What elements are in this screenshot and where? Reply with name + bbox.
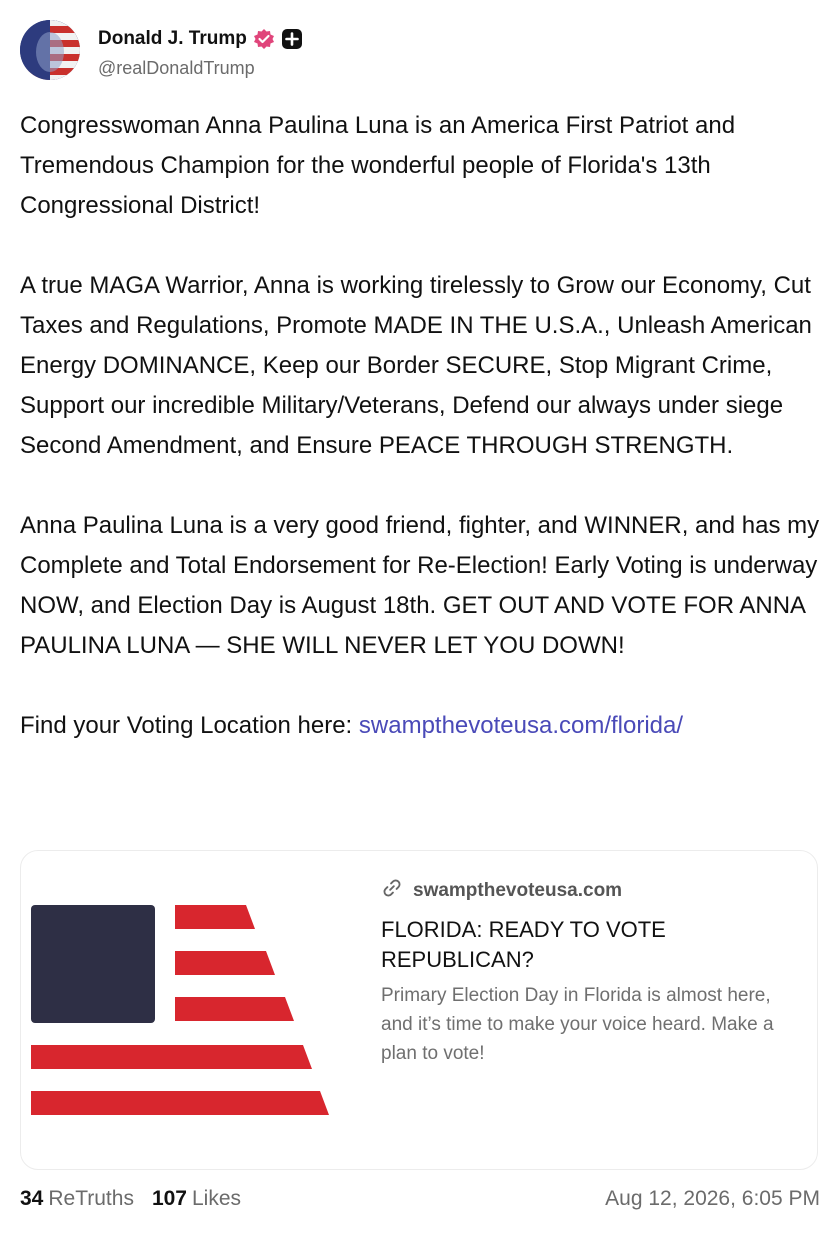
author-name[interactable]: Donald J. Trump <box>98 28 247 49</box>
link-prefix-text: Find your Voting Location here: <box>20 712 359 739</box>
plus-badge-icon <box>281 28 303 50</box>
retruths-count[interactable]: 34 <box>20 1187 44 1210</box>
flag-stripe <box>175 905 255 929</box>
voting-location-link[interactable]: swampthevoteusa.com/florida/ <box>358 712 684 739</box>
post-paragraph: A true MAGA Warrior, Anna is working tirelessly to Grow our Economy, Cut Taxes and Regulations, Promote MADE IN THE U.S.A., Unleash American Energy DOMINANCE, Keep our Border SECURE, Stop Migrant Crime, Support our incredible Military/Veterans, Defend our always under siege Second Amendment, and Ensure PEACE THROUGH STRENGTH. <box>20 272 812 459</box>
post-paragraph: Anna Paulina Luna is a very good friend, fighter, and WINNER, and has my Complete and Total Endorsement for Re-Election! Early Voting is underway NOW, and Election Day is August 18th. GET OUT AND VOTE FOR ANNA PAULINA LUNA — SHE WILL NEVER LET YOU DOWN! <box>20 512 820 659</box>
link-card-domain-row <box>381 877 781 905</box>
verified-badge-icon <box>253 28 275 50</box>
post-timestamp[interactable]: Aug 12, 2026, 6:05 PM <box>605 1187 820 1210</box>
author-name-row <box>98 26 303 52</box>
flag-stripe <box>175 951 275 975</box>
flag-stripe <box>31 1091 329 1115</box>
post-body <box>20 106 820 786</box>
author-handle[interactable]: @realDonaldTrump <box>98 58 255 78</box>
post-paragraph <box>20 706 820 746</box>
likes-label[interactable]: Likes <box>192 1187 242 1210</box>
link-card-domain: swampthevoteusa.com <box>413 880 623 901</box>
link-icon <box>381 877 403 905</box>
post-paragraph: Congresswoman Anna Paulina Luna is an America First Patriot and Tremendous Champion for the wonderful people of Florida's 13th Congressional District! <box>20 112 736 219</box>
flag-canton <box>31 905 155 1023</box>
link-card-text <box>381 877 781 1068</box>
link-card-title: FLORIDA: READY TO VOTE REPUBLICAN? <box>381 917 666 972</box>
flag-stripe <box>175 997 294 1021</box>
post-stats <box>20 1184 820 1214</box>
flag-stripe <box>31 1045 312 1069</box>
retruths-label[interactable]: ReTruths <box>48 1187 134 1210</box>
avatar[interactable] <box>20 20 80 80</box>
likes-count[interactable]: 107 <box>151 1187 187 1210</box>
flag-preview-image <box>31 901 331 1121</box>
link-preview-card[interactable] <box>20 850 818 1170</box>
link-card-description: Primary Election Day in Florida is almost here, and it’s time to make your voice heard. Make a plan to vote! <box>381 985 774 1064</box>
